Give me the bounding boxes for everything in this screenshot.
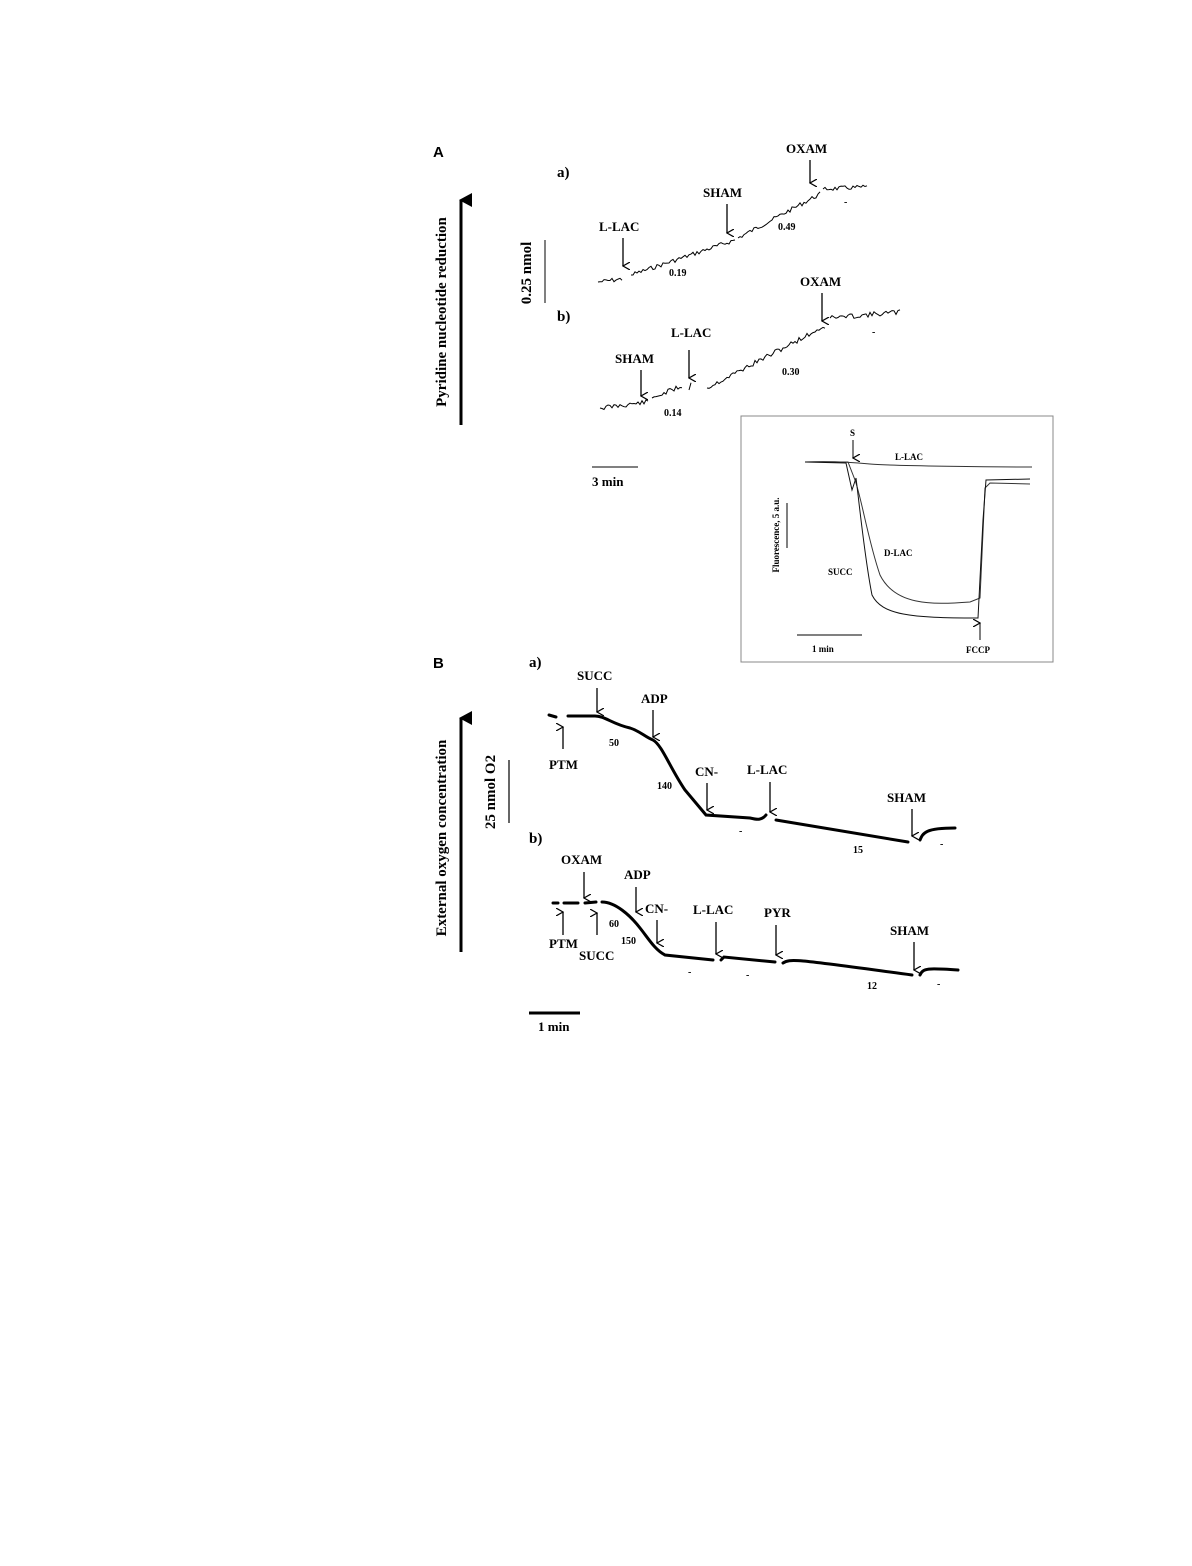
event-label: L-LAC [599,219,640,234]
event-label: SHAM [890,923,929,938]
rate-label: 140 [657,781,672,792]
panel-b-trace-b-label: b) [529,831,543,847]
event-label: OXAM [561,852,603,867]
inset-trace-label: L-LAC [895,452,924,462]
rate-label: 12 [867,981,877,992]
rate-label: 0.30 [782,367,800,378]
panel-a-trace-b-label: b) [557,309,571,325]
panel-b-scale-label: 25 nmol O2 [483,754,499,830]
panel-a-trace-a-label: a) [557,165,570,181]
event-label: ADP [624,867,651,882]
rate-label: 0.49 [778,222,796,233]
rate-label: - [844,197,848,208]
rate-label: - [739,826,743,837]
panel-b-y-axis-label: External oxygen concentration [434,739,450,937]
event-label: SHAM [703,185,742,200]
inset-time-label: 1 min [812,644,834,654]
event-label: L-LAC [747,762,788,777]
event-label: PYR [764,905,791,920]
rate-label: - [872,327,876,338]
rate-label: 60 [609,919,619,930]
event-label: ADP [641,691,668,706]
rate-label: 0.19 [669,268,687,279]
rate-label: 50 [609,738,619,749]
rate-label: - [688,967,692,978]
event-label: SHAM [615,351,654,366]
panel-a-time-label: 3 min [592,474,624,489]
panel-b-trace-b [553,902,958,975]
inset-trace-label: D-LAC [884,548,913,558]
inset-trace-d-lac [805,462,1030,603]
inset-arrow-fccp-label: FCCP [966,645,990,655]
event-label: L-LAC [671,325,712,340]
panel-b-trace-a [549,715,955,842]
event-label: OXAM [800,274,842,289]
rate-label: - [937,979,941,990]
event-label: L-LAC [693,902,734,917]
rate-label: 150 [621,936,636,947]
panel-a-scale-label: 0.25 nmol [519,241,535,305]
inset-y-label: Fluorescence, 5 a.u. [771,497,781,573]
panel-b-trace-a-label: a) [529,655,542,671]
panel-a-y-axis-label: Pyridine nucleotide reduction [434,217,450,407]
inset-trace-label: SUCC [828,567,853,577]
rate-label: 0.14 [664,408,682,419]
event-label: CN- [695,764,719,779]
event-label: OXAM [786,141,828,156]
rate-label: - [940,839,944,850]
rate-label: - [746,970,750,981]
event-label: PTM [549,936,578,951]
event-label: SHAM [887,790,926,805]
panel-b-label: B [433,655,444,672]
event-label: SUCC [579,948,615,963]
event-label: SUCC [577,668,613,683]
inset-arrow-s-label: S [850,428,856,438]
rate-label: 15 [853,845,863,856]
panel-a-label: A [433,144,444,161]
inset-trace-succ [805,462,1030,618]
panel-b-time-label: 1 min [538,1019,570,1034]
event-label: CN- [645,901,669,916]
event-label: PTM [549,757,578,772]
